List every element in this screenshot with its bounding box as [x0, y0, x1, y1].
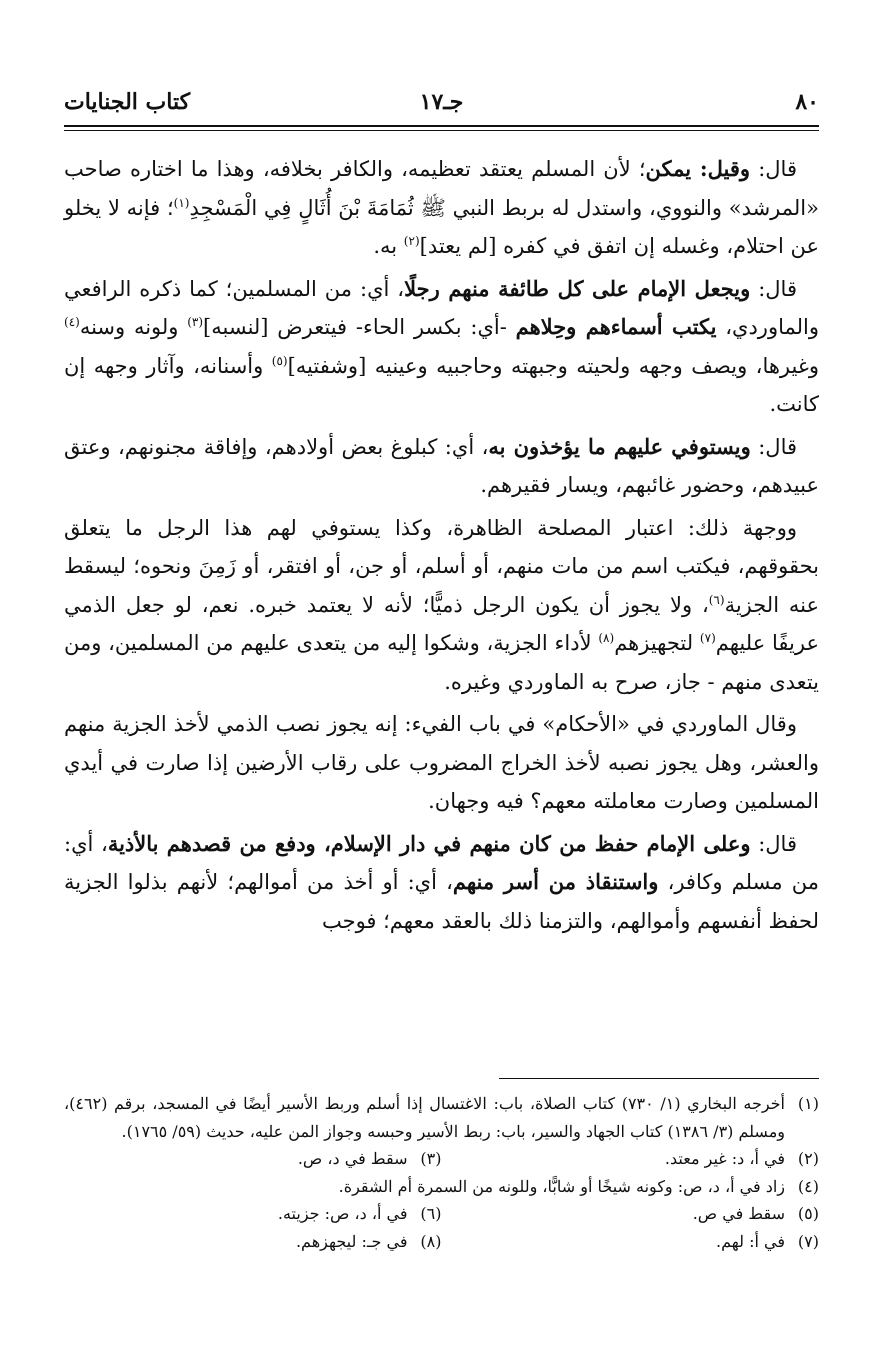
- footnote-ref: (٢): [403, 234, 420, 248]
- footnote-number: (٧): [797, 1231, 819, 1251]
- footnote-number: (٣): [420, 1149, 442, 1168]
- footnote-7: [442, 1228, 820, 1256]
- text-run: ، أي: من مسلم وكافر،: [64, 831, 819, 894]
- footnote-text: سقط في ص.: [692, 1204, 785, 1223]
- page-number: ٨٠: [795, 89, 819, 115]
- footnote-number: (٢): [797, 1149, 819, 1168]
- footnote-separator: [499, 1078, 819, 1079]
- footnote-text: في أ، د: غير معتد.: [664, 1149, 785, 1168]
- footnote-number: (٤): [797, 1176, 819, 1196]
- footnote-number: (٦): [420, 1204, 442, 1223]
- footnote-ref: (٧): [699, 631, 716, 645]
- text-run: قال:: [750, 831, 797, 856]
- matn-text: ويجعل الإمام على كل طائفة منهم رجلًا: [404, 275, 751, 301]
- text-run: -أي: بكسر الحاء- فيتعرض [لنسبه]: [203, 315, 516, 339]
- text-run: ، أي: أو أخذ من أموالهم؛ لأنهم بذلوا الجزية لحفظ أنفسهم وأموالهم، والتزمنا ذلك بالعقد معهم؛ فوجب: [64, 870, 819, 933]
- footnote-ref: (٤): [64, 315, 80, 329]
- paragraph-3: [64, 428, 819, 505]
- footnote-number: (١): [797, 1094, 819, 1113]
- footnote-1: [64, 1090, 819, 1145]
- matn-text: واستنقاذ من أسر منهم: [452, 869, 659, 894]
- footnotes: [64, 1090, 819, 1255]
- footnote-text: زاد في أ، د، ص: وكونه شيخًا أو شابًّا، وللونه من السمرة أم الشقرة.: [338, 1176, 785, 1196]
- footnote-2: [442, 1145, 820, 1173]
- footnote-row: [64, 1228, 819, 1256]
- matn-text: وعلى الإمام حفظ من كان منهم في دار الإسلام، ودفع من قصدهم بالأذية: [107, 830, 751, 856]
- text-run: قال:: [750, 276, 797, 301]
- text-run: لتجهيزهم: [614, 631, 700, 655]
- volume-label: جـ١٧: [419, 89, 464, 115]
- footnote-number: (٨): [420, 1231, 442, 1251]
- text-run: قال:: [750, 157, 797, 181]
- footnote-number: (٥): [797, 1204, 819, 1223]
- footnote-text: أخرجه البخاري (١/ ٧٣٠) كتاب الصلاة، باب: الاغتسال إذا أسلم وربط الأسير أيضًا في المسجد، برقم (٤٦٢)، ومسلم (٣/ ١٣٨٦) كتاب الجهاد والسير، باب: ربط الأسير وحبسه وجواز المن عليه، حديث (٥٩/ ١٧٦٥).: [64, 1094, 786, 1141]
- footnote-row: [64, 1145, 819, 1173]
- footnote-row: [64, 1200, 819, 1228]
- text-run: ، أي: من المسلمين؛ كما ذكره الرافعي والماوردي،: [64, 276, 819, 339]
- matn-text: يكتب أسماءهم وحِلاهم: [515, 314, 717, 339]
- footnote-ref: (٥): [271, 353, 288, 368]
- text-run: ؛ فإنه لا يخلو عن احتلام، وغسله إن اتفق في كفره [لم يعتد]: [64, 195, 819, 258]
- footnote-text: في أ، د، ص: جزيته.: [277, 1204, 408, 1223]
- paragraph-4: [64, 509, 819, 702]
- text-run: وأسنانه، وآثار وجهه إن كانت.: [64, 353, 819, 416]
- paragraph-5: [64, 705, 819, 821]
- text-run: به.: [373, 234, 404, 258]
- footnote-text: في أ: لهم.: [716, 1231, 785, 1251]
- header-rule: [64, 125, 819, 127]
- main-text: [64, 150, 819, 944]
- text-run: لأداء الجزية، وشكوا إليه من يتعدى عليهم من المسلمين، ومن يتعدى منهم - جاز، صرح به الماوردي وغيره.: [64, 631, 819, 694]
- text-run: ووجهة ذلك: اعتبار المصلحة الظاهرة، وكذا يستوفي لهم هذا الرجل ما يتعلق بحقوقهم، فيكتب اسم من مات منهم، أو أسلم، أو جن، أو افتقر، أو زَمِنَ ونحوه؛ ليسقط عنه الجزية: [64, 515, 819, 617]
- footnote-5: [442, 1200, 820, 1228]
- text-run: قال:: [750, 434, 798, 459]
- paragraph-6: [64, 825, 819, 941]
- matn-text: وقيل: يمكن: [645, 156, 751, 181]
- footnote-ref: (١): [173, 195, 190, 210]
- footnote-text: سقط في د، ص.: [297, 1149, 408, 1168]
- paragraph-1: [64, 150, 819, 266]
- footnote-ref: (٨): [598, 631, 615, 645]
- book-title: كتاب الجنايات: [64, 89, 191, 115]
- matn-text: ويستوفي عليهم ما يؤخذون به: [488, 433, 751, 459]
- footnote-text: في جـ: ليجهزهم.: [295, 1231, 408, 1251]
- footnote-ref: (٣): [187, 315, 204, 329]
- text-run: ، ولا يجوز أن يكون الرجل ذميًّا؛ لأنه لا يعتمد خبره. نعم، لو جعل الذمي عريفًا عليهم: [64, 592, 819, 655]
- text-run: وقال الماوردي في «الأحكام» في باب الفيء: إنه يجوز نصب الذمي لأخذ الجزية منهم والعشر، وهل يجوز نصبه لأخذ الخراج المضروب على رقاب الأرضين إذا صارت في أيدي المسلمين وصارت معاملته معهم؟ فيه وجهان.: [64, 712, 819, 813]
- text-run: وغيرها، ويصف وجهه ولحيته وجبهته وحاجبيه وعينيه [وشفتيه]: [287, 353, 819, 378]
- text-run: ، أي: كبلوغ بعض أولادهم، وإفاقة مجنونهم، وعتق عبيدهم، وحضور غائبهم، ويسار فقيرهم.: [64, 434, 819, 497]
- footnote-8: [64, 1228, 442, 1256]
- footnote-3: [64, 1145, 442, 1173]
- footnote-6: [64, 1200, 442, 1228]
- page-header: [64, 82, 819, 122]
- text-run: ولونه وسنه: [79, 315, 188, 339]
- text-run: ؛ لأن المسلم يعتقد تعظيمه، والكافر بخلافه، وهذا ما اختاره صاحب «المرشد» والنووي، واستدل له بربط النبي ﷺ ثُمَامَةَ بْنَ أُثَالٍ فِي الْمَسْجِدِ: [64, 157, 819, 220]
- paragraph-2: [64, 270, 819, 424]
- footnote-ref: (٦): [708, 592, 725, 607]
- header-rule-thin: [64, 130, 819, 131]
- footnote-4: [64, 1173, 819, 1201]
